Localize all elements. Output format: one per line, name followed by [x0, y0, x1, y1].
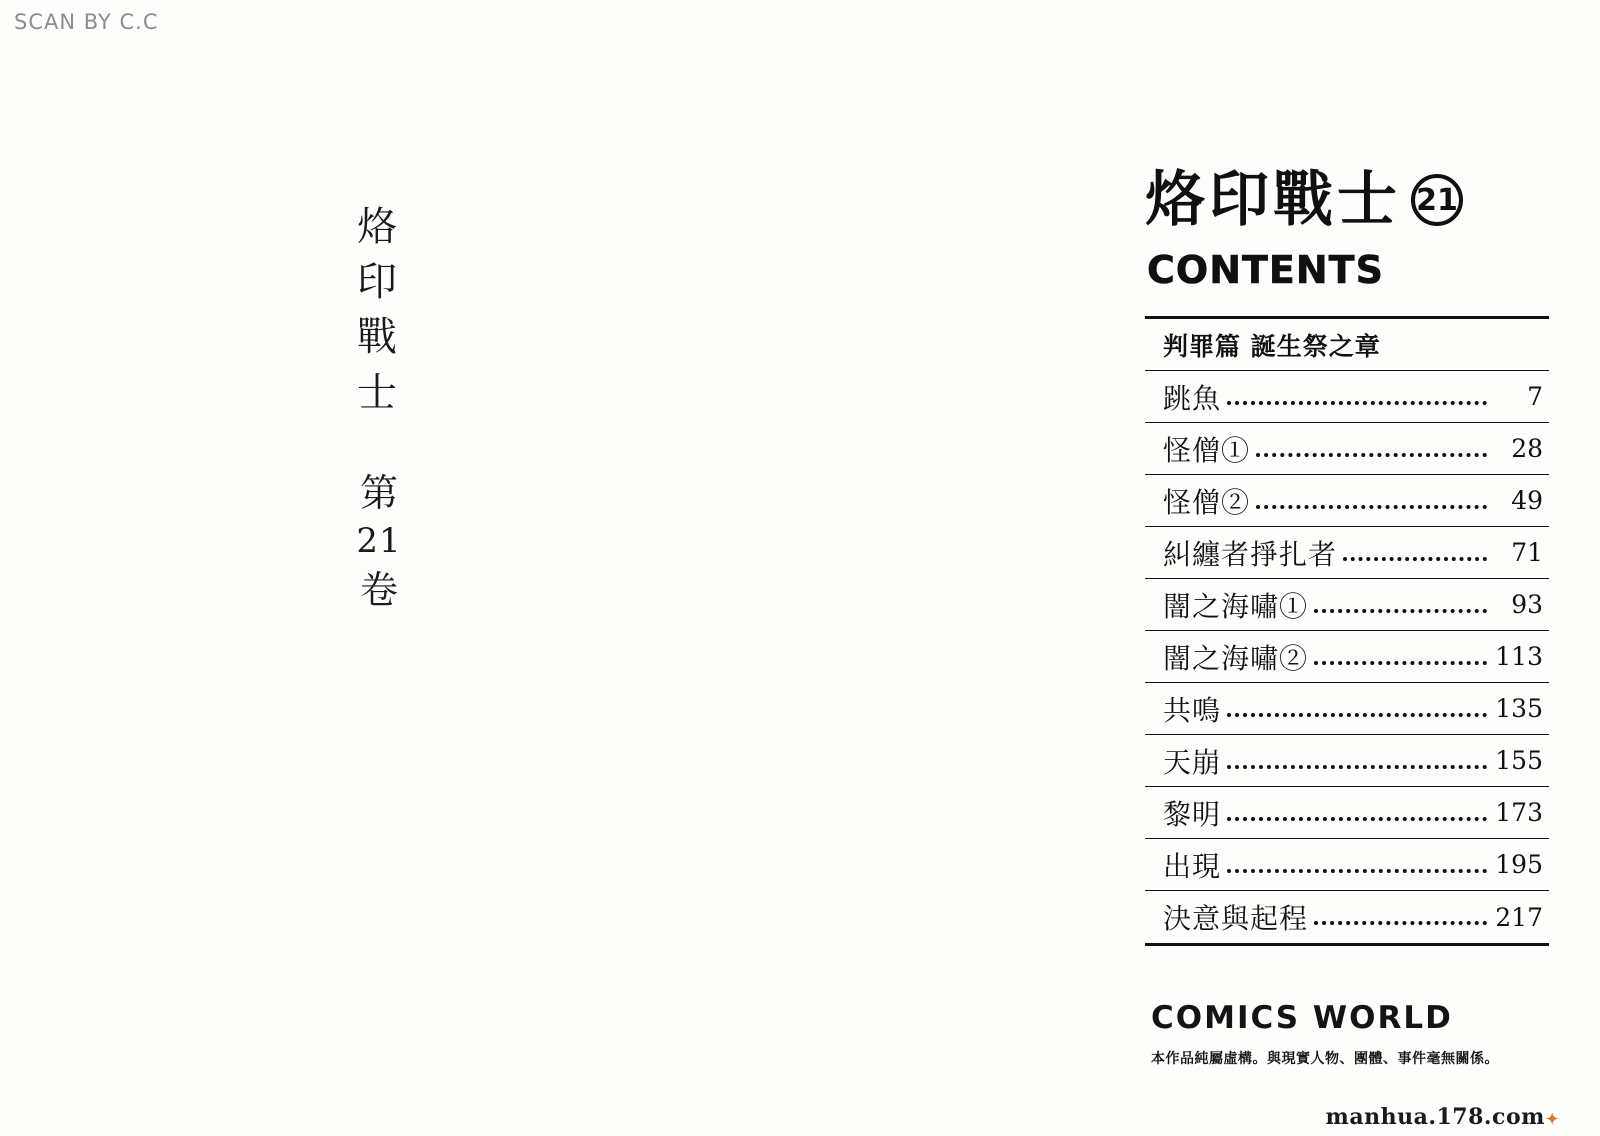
toc-entry-page: 135 [1495, 694, 1543, 723]
toc-entry-title: 糾纏者掙扎者 [1163, 537, 1338, 571]
series-title: 烙印戰士 [1145, 165, 1401, 235]
leader-dots [1314, 921, 1487, 925]
toc-entry-page: 28 [1511, 434, 1543, 463]
series-title-row [1145, 165, 1565, 235]
leader-dots [1314, 609, 1487, 613]
leader-dots [1227, 713, 1487, 717]
toc-row[interactable] [1145, 787, 1549, 839]
toc-entry-title: 黎明 [1163, 797, 1222, 831]
volume-char: 卷 [359, 568, 398, 613]
toc-entry-title: 怪僧① [1163, 433, 1251, 467]
leader-dots [1227, 765, 1487, 769]
volume-char: 第 [359, 471, 398, 515]
star-icon: ✦ [1545, 1110, 1559, 1128]
leader-dots [1256, 453, 1487, 457]
toc-entry-title: 決意與起程 [1163, 902, 1309, 935]
toc-entry-page: 7 [1527, 382, 1543, 411]
leader-dots [1227, 401, 1487, 405]
toc-entry-title: 闇之海嘯① [1163, 589, 1309, 623]
left-title-char: 烙 [357, 204, 399, 250]
toc-row[interactable] [1145, 527, 1549, 579]
toc-entry-title: 天崩 [1163, 745, 1222, 779]
disclaimer-text: 本作品純屬虛構。與現實人物、團體、事件毫無關係。 [1151, 1051, 1499, 1067]
toc-entry-page: 93 [1511, 590, 1543, 619]
toc-entry-page: 155 [1495, 746, 1543, 775]
leader-dots [1343, 557, 1487, 561]
toc-row[interactable] [1145, 631, 1549, 683]
toc-entry-title: 闇之海嘯② [1163, 641, 1309, 675]
toc-entry-page: 49 [1511, 486, 1543, 515]
leader-dots [1314, 661, 1487, 665]
toc-row[interactable] [1145, 579, 1549, 631]
toc-entry-title: 出現 [1163, 849, 1222, 883]
leader-dots [1227, 869, 1487, 873]
toc-entry-page: 173 [1495, 798, 1543, 827]
toc-row[interactable] [1145, 683, 1549, 735]
scan-credit-text: SCAN BY C.C [14, 10, 159, 34]
site-watermark-text: manhua.178.com [1325, 1104, 1545, 1130]
toc-entry-title: 共鳴 [1163, 693, 1222, 727]
toc-section-row [1145, 319, 1549, 371]
leader-dots [1227, 817, 1487, 821]
table-of-contents [1145, 316, 1549, 946]
volume-badge: 21 [1411, 174, 1463, 226]
leader-dots [1256, 505, 1487, 509]
right-page [1145, 0, 1565, 1136]
left-title-char: 戰 [357, 314, 399, 361]
volume-number: 21 [356, 521, 402, 562]
toc-entry-page: 195 [1495, 850, 1543, 879]
contents-heading: CONTENTS [1147, 248, 1384, 292]
toc-row[interactable] [1145, 839, 1549, 891]
left-page-volume-label [344, 468, 414, 616]
toc-entry-page: 71 [1511, 538, 1543, 567]
left-title-char: 印 [357, 259, 399, 306]
toc-row[interactable] [1145, 735, 1549, 787]
toc-row[interactable] [1145, 891, 1549, 943]
publisher-name: COMICS WORLD [1151, 1000, 1453, 1036]
left-page-vertical-title [348, 200, 408, 421]
toc-entry-title: 怪僧② [1163, 485, 1251, 519]
toc-row[interactable] [1145, 475, 1549, 527]
toc-entry-page: 113 [1495, 642, 1543, 671]
toc-section-label: 判罪篇 誕生祭之章 [1163, 331, 1381, 361]
toc-row[interactable] [1145, 371, 1549, 423]
left-title-char: 士 [357, 369, 399, 416]
site-watermark [1326, 1104, 1559, 1130]
toc-entry-title: 跳魚 [1163, 381, 1222, 415]
toc-row[interactable] [1145, 423, 1549, 475]
toc-entry-page: 217 [1495, 902, 1543, 932]
